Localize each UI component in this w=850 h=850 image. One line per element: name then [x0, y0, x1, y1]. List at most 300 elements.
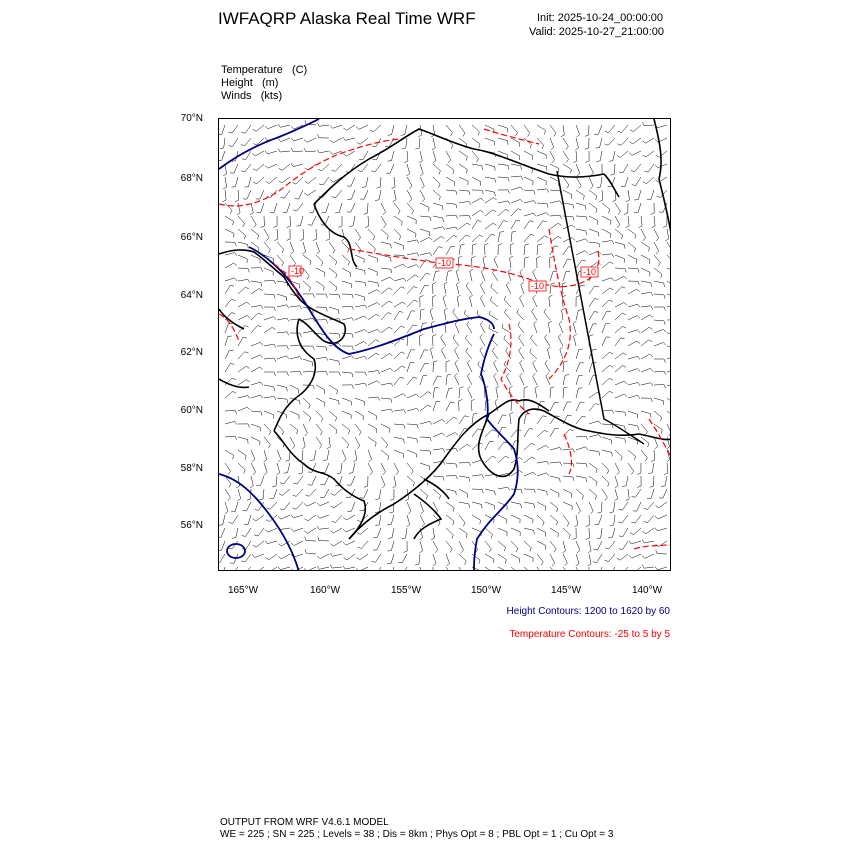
- wind-barb: [265, 164, 277, 168]
- wind-barb: [381, 288, 392, 294]
- wind-barb: [245, 177, 252, 187]
- wind-barb: [647, 190, 654, 200]
- wind-barb: [520, 360, 524, 372]
- wind-barb: [615, 411, 626, 416]
- wind-barb: [602, 324, 610, 333]
- wind-barb: [446, 151, 451, 163]
- wind-barb: [589, 404, 599, 412]
- wind-barb: [615, 216, 620, 228]
- wind-barb: [524, 138, 531, 148]
- wind-barb: [420, 515, 425, 527]
- wind-barb: [317, 123, 329, 127]
- wind-barb: [576, 541, 580, 553]
- wind-barb: [407, 408, 419, 411]
- wind-barb: [459, 151, 467, 161]
- wind-barb: [265, 528, 277, 532]
- wind-barb: [453, 309, 459, 320]
- wind-barb: [329, 242, 335, 253]
- wind-barb: [537, 461, 549, 464]
- wind-barb: [602, 216, 611, 225]
- lat-label-60: 60°N: [180, 405, 203, 416]
- wind-barb: [537, 502, 546, 511]
- wind-barb: [550, 215, 562, 219]
- wind-barb: [238, 242, 248, 248]
- wind-barb: [446, 177, 455, 186]
- wind-barb: [641, 340, 652, 346]
- wind-barb: [617, 138, 628, 145]
- wind-barb: [550, 462, 562, 466]
- wind-barb: [537, 416, 547, 424]
- wind-barb: [667, 242, 671, 254]
- wind-barb: [641, 306, 653, 310]
- wind-barb: [264, 411, 273, 419]
- wind-barb: [241, 125, 251, 133]
- wind-barb: [472, 151, 479, 162]
- wind-barb: [628, 289, 640, 294]
- wind-barb: [446, 271, 452, 281]
- temperature-contour: [349, 249, 599, 287]
- wind-barb: [238, 463, 245, 474]
- wind-barb: [219, 567, 225, 571]
- wind-barb: [238, 337, 247, 346]
- wind-barb: [585, 125, 589, 136]
- wind-barb: [368, 340, 379, 346]
- wind-barb: [329, 281, 337, 291]
- wind-barb: [407, 437, 418, 443]
- wind-barb: [303, 411, 311, 421]
- wind-barb: [356, 567, 368, 571]
- wind-barb: [641, 398, 652, 402]
- wind-barb: [472, 475, 484, 479]
- wind-barb: [253, 177, 264, 184]
- coastline-seward: [219, 250, 345, 343]
- wind-barb: [446, 361, 450, 373]
- wind-barb: [330, 565, 342, 569]
- wind-barb: [431, 528, 435, 540]
- wind-barb: [618, 502, 628, 510]
- wind-barb: [511, 187, 523, 190]
- lon-label-160: 160°W: [309, 585, 341, 596]
- wind-barb: [518, 322, 524, 333]
- wind-barb: [329, 372, 340, 376]
- wind-barb: [302, 437, 305, 449]
- wind-barb: [524, 201, 536, 204]
- wind-barb: [641, 242, 649, 251]
- wind-barb: [303, 318, 315, 321]
- wind-barb: [278, 124, 290, 127]
- wind-barb: [537, 528, 546, 537]
- wind-barb: [381, 242, 391, 248]
- wind-barb: [381, 327, 392, 333]
- wind-barb: [264, 268, 273, 276]
- wind-barb: [661, 476, 667, 487]
- temperature-contour: [219, 139, 399, 206]
- wind-barb: [242, 528, 251, 536]
- wind-barb: [394, 264, 406, 268]
- wind-barb: [480, 321, 485, 333]
- field-name: Winds: [221, 90, 252, 102]
- wind-barb: [254, 528, 264, 536]
- wind-barb: [343, 528, 355, 532]
- wind-barb: [419, 541, 422, 553]
- wind-barb: [443, 295, 446, 307]
- wind-barb: [519, 347, 524, 359]
- wind-barb: [615, 276, 627, 281]
- wind-barb: [394, 278, 406, 281]
- wind-barb: [342, 450, 346, 462]
- wind-barb: [357, 138, 368, 144]
- wind-barb: [272, 476, 277, 487]
- wind-barb: [407, 275, 418, 281]
- wind-barb: [266, 554, 278, 560]
- wind-barb: [305, 515, 317, 521]
- wind-barb: [654, 255, 660, 266]
- wind-barb: [585, 567, 589, 571]
- wind-barb: [537, 256, 541, 268]
- wind-barb: [626, 190, 630, 202]
- wind-barb: [305, 537, 316, 541]
- wind-barb: [256, 190, 264, 199]
- wind-barb: [459, 400, 463, 412]
- wind-barb: [264, 242, 270, 253]
- wind-barb: [342, 229, 345, 241]
- wind-barb: [504, 335, 511, 346]
- wind-barb: [368, 255, 378, 262]
- wind-barb: [331, 502, 342, 508]
- wind-barb: [550, 256, 554, 268]
- wind-barb: [628, 424, 639, 430]
- wind-barb: [550, 201, 562, 204]
- wind-barb: [225, 463, 231, 475]
- wind-barb: [291, 148, 303, 152]
- wind-barb: [637, 476, 641, 488]
- contour-label: -10: [583, 267, 597, 277]
- wind-barb: [498, 190, 510, 194]
- wind-barb: [628, 341, 640, 346]
- wind-barb: [388, 567, 394, 571]
- wind-barb: [654, 281, 664, 287]
- wind-barb: [498, 201, 510, 204]
- wind-barb: [303, 294, 315, 298]
- wind-barb: [280, 502, 290, 510]
- wind-barb: [398, 554, 407, 563]
- wind-barb: [316, 281, 324, 291]
- wind-barb: [259, 489, 264, 500]
- wind-barb: [420, 405, 431, 411]
- wind-barb: [576, 436, 588, 440]
- wind-barb: [264, 358, 276, 362]
- wind-barb: [511, 125, 517, 136]
- wind-barb: [420, 190, 425, 202]
- wind-barb: [576, 554, 579, 566]
- wind-barb: [446, 567, 451, 571]
- field-unit: (m): [261, 77, 279, 89]
- wind-barb: [407, 502, 411, 514]
- coastline-bristol: [274, 431, 365, 539]
- wind-barb: [360, 489, 368, 498]
- wind-barb: [537, 213, 549, 216]
- wind-barb: [237, 203, 240, 215]
- temperature-contour: [634, 544, 671, 549]
- wind-barb: [615, 437, 626, 443]
- wind-barb: [480, 334, 485, 346]
- wind-barb: [270, 489, 277, 499]
- wind-barb: [287, 216, 291, 228]
- wind-barb: [589, 450, 600, 456]
- wind-barb: [637, 463, 641, 474]
- wind-barb: [381, 268, 392, 273]
- wind-barb: [651, 203, 655, 215]
- lat-label-56: 56°N: [180, 520, 203, 531]
- wind-barb: [498, 125, 508, 132]
- wind-barb: [238, 216, 245, 227]
- wind-barb: [225, 350, 234, 359]
- wind-barb: [433, 271, 440, 281]
- wind-barb: [342, 437, 349, 448]
- wind-barb: [420, 285, 429, 294]
- wind-barb: [576, 447, 588, 450]
- wind-barb: [290, 385, 299, 394]
- wind-barb: [456, 269, 459, 281]
- wind-barb: [432, 295, 436, 307]
- wind-barb: [303, 242, 306, 254]
- wind-barb: [491, 283, 498, 294]
- wind-barb: [511, 429, 521, 437]
- wind-barb: [303, 255, 311, 265]
- lon-label-145: 145°W: [550, 585, 582, 596]
- wind-barb: [329, 411, 337, 421]
- wind-barb: [641, 268, 650, 276]
- wind-barb: [277, 450, 281, 462]
- wind-barb: [641, 281, 652, 287]
- wind-barb: [607, 567, 615, 571]
- wind-barb: [316, 437, 322, 449]
- wind-barb: [628, 330, 640, 333]
- wind-barb: [225, 336, 232, 346]
- wind-barb: [253, 125, 264, 131]
- wind-barb: [277, 255, 284, 266]
- wind-barb: [252, 554, 264, 558]
- wind-barb: [231, 502, 238, 512]
- wind-barb: [304, 190, 316, 195]
- wind-barb: [641, 411, 651, 418]
- wind-barb: [602, 424, 613, 428]
- wind-barb: [316, 255, 323, 266]
- wind-barb: [576, 476, 587, 482]
- wind-barb: [355, 305, 367, 308]
- wind-barb: [446, 489, 456, 495]
- wind-barb: [498, 567, 507, 571]
- wind-barb: [264, 396, 276, 399]
- wind-barb: [238, 287, 249, 294]
- wind-barb: [375, 489, 381, 500]
- wind-barb: [652, 216, 656, 228]
- wind-barb: [446, 246, 455, 255]
- wind-barb: [467, 360, 472, 372]
- wind-barb: [576, 388, 582, 398]
- wind-barb: [219, 151, 225, 161]
- wind-barb: [303, 281, 311, 291]
- wind-barb: [459, 216, 471, 220]
- wind-barb: [308, 216, 316, 225]
- wind-barb: [362, 177, 368, 187]
- wind-barb: [394, 302, 406, 307]
- wind-barb: [550, 223, 562, 229]
- wind-barb: [250, 476, 253, 488]
- wind-barb: [368, 450, 372, 462]
- wind-barb: [626, 216, 630, 228]
- wind-barb: [537, 541, 546, 550]
- wind-barb: [381, 368, 393, 372]
- wind-barb: [667, 424, 671, 436]
- wind-barb: [470, 295, 473, 307]
- wind-barb: [318, 134, 329, 138]
- wind-barb: [654, 242, 659, 254]
- wind-barb: [278, 138, 290, 142]
- wind-barb: [225, 313, 235, 321]
- wind-barb: [628, 395, 640, 398]
- wind-barb: [347, 203, 355, 212]
- wind-barb: [394, 424, 405, 429]
- wind-barb: [219, 541, 225, 550]
- wind-barb: [327, 437, 331, 449]
- wind-barb: [550, 125, 556, 136]
- wind-barb: [394, 450, 403, 458]
- wind-barb: [524, 457, 535, 463]
- wind-barb: [593, 554, 602, 563]
- wind-barb: [355, 268, 365, 275]
- wind-barb: [537, 203, 548, 208]
- wind-barb: [347, 476, 355, 485]
- wind-barb: [605, 125, 615, 133]
- wind-barb: [511, 567, 519, 571]
- wind-barb: [558, 334, 563, 346]
- wind-barb: [293, 203, 303, 211]
- wind-barb: [420, 502, 424, 514]
- wind-barb: [388, 528, 394, 538]
- wind-barb: [654, 342, 666, 346]
- wind-barb: [519, 334, 525, 346]
- map-panel: [218, 118, 671, 571]
- wind-barb: [485, 456, 496, 463]
- wind-barb: [225, 421, 237, 424]
- wind-barb: [278, 567, 290, 570]
- wind-barb: [624, 203, 628, 214]
- coastline-yukon-delta: [274, 319, 315, 431]
- wind-barb: [433, 361, 437, 372]
- wind-barb: [524, 213, 536, 216]
- wind-barb: [420, 463, 430, 470]
- wind-barb: [466, 348, 472, 359]
- wind-barb: [524, 567, 532, 571]
- wind-barb: [394, 326, 405, 333]
- wind-barb: [602, 229, 611, 238]
- wind-barb: [485, 567, 493, 571]
- wind-barb: [277, 305, 289, 308]
- wind-barb: [220, 138, 225, 149]
- wind-barb: [230, 164, 238, 173]
- wind-barb: [472, 190, 483, 194]
- wind-barb: [510, 243, 514, 255]
- wind-barb: [355, 316, 367, 320]
- wind-barb: [418, 567, 422, 571]
- wind-barb: [317, 566, 329, 569]
- wind-barb: [342, 411, 351, 419]
- wind-barb: [243, 502, 252, 511]
- wind-barb: [398, 567, 407, 571]
- wind-barb: [630, 528, 641, 535]
- wind-barb: [533, 269, 537, 281]
- wind-barb: [563, 225, 575, 229]
- wind-barb: [459, 489, 468, 498]
- wind-barb: [342, 398, 351, 406]
- wind-barb: [251, 281, 262, 286]
- wind-barb: [602, 352, 613, 359]
- wind-barb: [238, 437, 248, 444]
- wind-barb: [494, 360, 498, 372]
- wind-barb: [342, 294, 353, 298]
- wind-barb: [459, 476, 470, 482]
- wind-barb: [433, 203, 443, 210]
- wind-barb: [387, 515, 394, 525]
- wind-barb: [264, 450, 267, 462]
- wind-barb: [430, 567, 434, 571]
- wind-barb: [446, 190, 457, 195]
- lat-label-70: 70°N: [180, 113, 203, 124]
- wind-barb: [644, 502, 654, 510]
- wind-barb: [293, 476, 303, 484]
- wind-barb: [235, 190, 239, 202]
- wind-barb: [381, 354, 393, 360]
- wind-barb: [225, 299, 235, 307]
- wind-barb: [291, 528, 303, 531]
- wind-barb: [576, 239, 588, 242]
- wind-barb: [654, 320, 665, 325]
- wind-barb: [432, 138, 435, 150]
- wind-barb: [420, 273, 430, 281]
- wind-barb: [498, 487, 510, 490]
- wind-barb: [304, 148, 316, 152]
- lat-label-64: 64°N: [180, 290, 203, 301]
- field-winds: [221, 90, 282, 102]
- wind-barb: [589, 312, 598, 321]
- height-contour-note: Height Contours: 1200 to 1620 by 60: [506, 606, 670, 617]
- wind-barb: [355, 341, 367, 346]
- wind-barb: [467, 321, 472, 333]
- wind-barb: [277, 372, 289, 376]
- wind-barb: [589, 242, 600, 247]
- wind-barb: [667, 398, 671, 408]
- wind-barb: [498, 415, 506, 424]
- wind-barb: [225, 216, 234, 225]
- wind-barb: [651, 450, 655, 462]
- lon-label-140: 140°W: [631, 585, 663, 596]
- wind-barb: [407, 203, 414, 214]
- wind-barb: [550, 190, 561, 195]
- temperature-contour: [564, 434, 571, 474]
- wind-barb: [628, 242, 636, 252]
- wind-barb: [278, 149, 290, 153]
- wind-barb: [621, 177, 628, 187]
- wind-barb: [667, 305, 671, 308]
- wind-barb: [485, 190, 495, 196]
- wind-barb: [277, 356, 289, 359]
- wind-barb: [355, 383, 367, 386]
- wind-barb: [394, 366, 405, 372]
- wind-barb: [563, 402, 571, 411]
- height-contour: [249, 247, 494, 354]
- wind-barb: [433, 334, 437, 346]
